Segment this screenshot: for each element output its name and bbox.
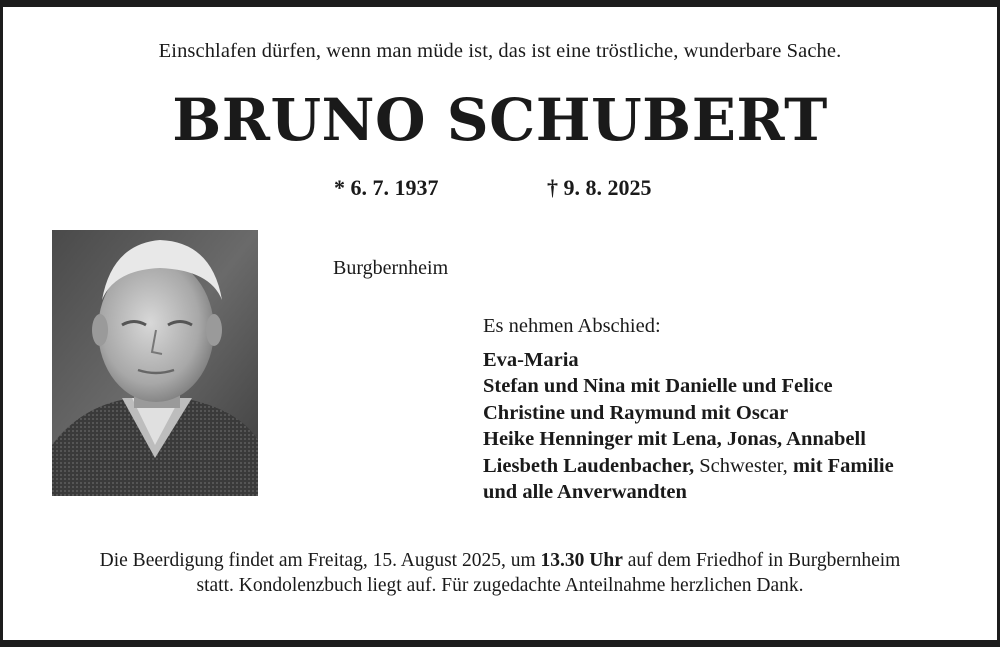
funeral-details	[0, 549, 1000, 598]
funeral-time: 13.30 Uhr	[540, 550, 623, 571]
mourner-line: Eva-Maria	[483, 348, 579, 371]
mourner-line: und alle Anverwandten	[483, 481, 687, 503]
sister-name: Liesbeth Laudenbacher,	[483, 454, 695, 477]
mourners-intro: Es nehmen Abschied:	[483, 315, 661, 337]
mourner-line: Heike Henninger mit Lena, Jonas, Annabell	[483, 428, 866, 450]
mourner-line-sister	[483, 453, 894, 480]
mourner-line: Stefan und Nina mit Danielle und Felice	[483, 375, 833, 397]
place-of-residence: Burgbernheim	[333, 257, 449, 279]
mourner-line: Christine und Raymund mit Oscar	[483, 401, 789, 424]
funeral-line-1	[0, 549, 1000, 574]
portrait-photo	[52, 230, 258, 496]
sister-relation: Schwester,	[699, 454, 788, 477]
deceased-name: BRUNO SCHUBERT	[172, 86, 828, 154]
funeral-location: auf dem Friedhof in Burgbernheim	[627, 550, 901, 571]
birth-date: * 6. 7. 1937	[334, 175, 439, 200]
funeral-text: Die Beerdigung findet am Freitag, 15. August 2025, um	[99, 550, 536, 571]
death-date: † 9. 8. 2025	[547, 175, 652, 200]
motto-quote: Einschlafen dürfen, wenn man müde ist, das ist eine tröstliche, wunderbare Sache.	[158, 40, 842, 62]
sister-family: mit Familie	[792, 454, 894, 477]
mourners-list	[483, 313, 894, 506]
funeral-line-2: statt. Kondolenzbuch liegt auf. Für zugedachte Anteilnahme herzlichen Dank.	[196, 574, 804, 596]
